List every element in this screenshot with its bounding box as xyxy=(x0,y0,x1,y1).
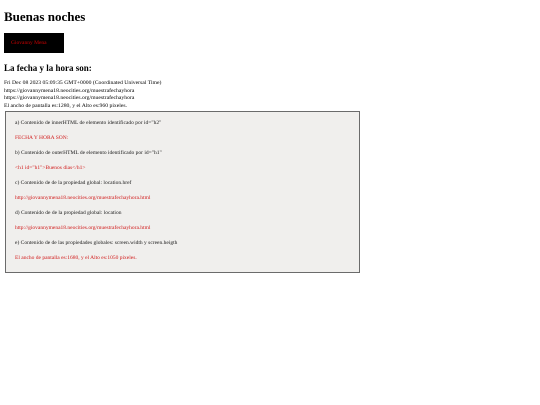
result-value-c: http://giovannymena18.neocities.org/muestrafechayhora.html xyxy=(15,195,151,201)
result-label-d: d) Contenido de de la propiedad global: location xyxy=(15,210,122,216)
location-text: https://giovannymena18.neocities.org/muestrafechayhora xyxy=(4,95,135,101)
result-value-a: FECHA Y HORA SON: xyxy=(15,135,69,141)
page-content xyxy=(4,0,536,273)
date-info-block xyxy=(4,80,536,110)
results-box xyxy=(5,111,360,273)
greeting-heading: Buenas noches xyxy=(4,9,86,24)
author-button[interactable]: Giovanny Mena xyxy=(4,33,64,53)
screen-size-text: El ancho de pantalla es:1280, y el Alto es:960 pixeles. xyxy=(4,102,128,109)
result-value-b: <h1 id="h1">Buenos dias</h1> xyxy=(15,165,86,171)
result-label-b: b) Contenido de outerHTML de elemento identificado por id="h1" xyxy=(15,150,162,156)
result-label-c: c) Contenido de de la propiedad global: location.href xyxy=(15,180,132,186)
current-date-text: Fri Dec 08 2023 05:09:35 GMT+0000 (Coordinated Universal Time) xyxy=(4,80,162,86)
result-value-e: El ancho de pantalla es:1680, y el Alto es:1050 pixeles. xyxy=(15,255,137,261)
date-heading: La fecha y la hora son: xyxy=(4,63,92,73)
location-href-text: https://giovannymena18.neocities.org/muestrafechayhora xyxy=(4,87,135,94)
result-value-d: http://giovannymena18.neocities.org/muestrafechayhora.html xyxy=(15,225,151,231)
result-label-a: a) Contenido de innerHTML de elemento identificado por id="h2" xyxy=(15,120,162,126)
result-label-e: e) Contenido de de las propiedades globales: screen.width y screen.heigth xyxy=(15,240,178,246)
